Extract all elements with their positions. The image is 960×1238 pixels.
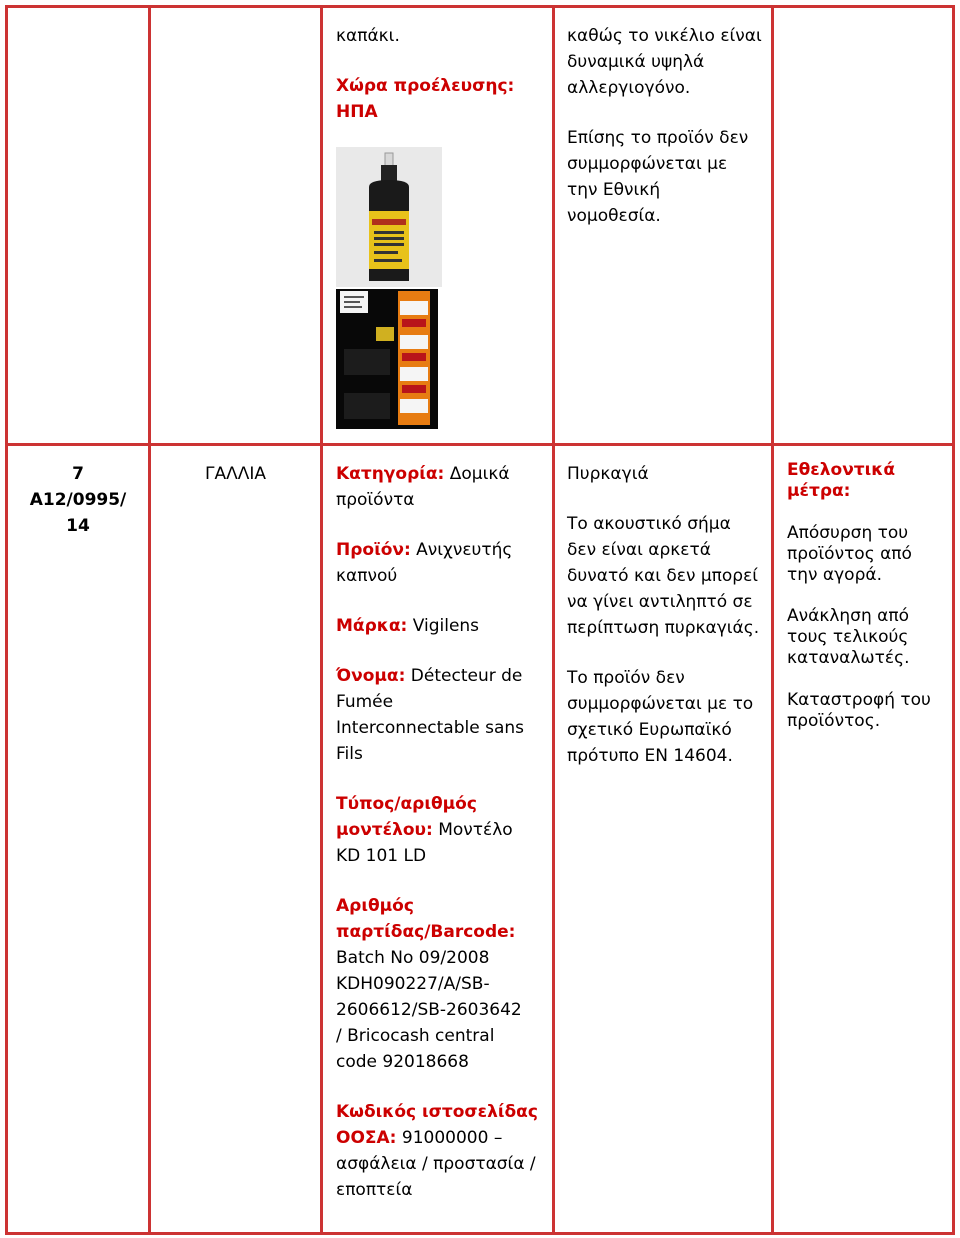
model-value: KD 101 LD [336, 846, 427, 866]
measure-line: Ανάκληση από [787, 606, 909, 626]
country: ΓΑΛΛΙΑ [204, 464, 266, 484]
measure-line: προϊόντος από [787, 544, 912, 564]
table-border-v [5, 5, 8, 1235]
product-line [336, 537, 512, 563]
brand-line [336, 613, 479, 639]
table-border-h [5, 443, 955, 446]
pack-image [336, 289, 438, 429]
measure-line: τους τελικούς [787, 627, 909, 647]
measure-line: προϊόντος. [787, 711, 881, 731]
risk-text-line: νομοθεσία. [567, 206, 661, 226]
reference-code: A12/0995/ [29, 490, 127, 510]
risk-type: Πυρκαγιά [567, 464, 649, 484]
table-border-v [148, 5, 151, 1235]
oecd-value: ασφάλεια / προστασία / [336, 1154, 536, 1174]
category-label: Κατηγορία: [336, 464, 445, 484]
table-border-v [952, 5, 955, 1235]
table-border-v [320, 5, 323, 1235]
measures-label: μέτρα: [787, 481, 851, 501]
batch-label: παρτίδας/Barcode: [336, 922, 516, 942]
product-value: καπνού [336, 566, 398, 586]
risk-desc-line: δεν είναι αρκετά [567, 540, 711, 560]
name-line [336, 663, 522, 689]
risk-standard-line: Το προϊόν δεν [567, 668, 685, 688]
origin-value: ΗΠΑ [336, 102, 378, 122]
category-line [336, 461, 510, 487]
risk-desc-line: να γίνει αντιληπτό σε [567, 592, 753, 612]
risk-desc-line: περίπτωση πυρκαγιάς. [567, 618, 760, 638]
batch-value: Batch No 09/2008 [336, 948, 490, 968]
product-photo-bottle [336, 147, 442, 287]
oecd-line [336, 1125, 502, 1151]
name-value: Fils [336, 744, 363, 764]
table-border-h [5, 5, 955, 8]
table-border-h [5, 1232, 955, 1235]
model-label: μοντέλου: [336, 820, 433, 840]
measures-label: Εθελοντικά [787, 460, 896, 480]
risk-text-line: Επίσης το προϊόν δεν [567, 128, 749, 148]
name-label: Όνομα: [336, 666, 406, 686]
oecd-label: ΟΟΣΑ: [336, 1128, 397, 1148]
risk-text-line: αλλεργιογόνο. [567, 78, 691, 98]
name-value: Détecteur de [410, 666, 523, 686]
origin-label: Χώρα προέλευσης: [336, 76, 515, 96]
table-border-v [552, 5, 555, 1235]
row-number: 7 [72, 464, 84, 484]
product-label: Προϊόν: [336, 540, 411, 560]
name-value: Interconnectable sans [336, 718, 524, 738]
risk-standard-line: σχετικό Ευρωπαϊκό [567, 720, 732, 740]
brand-value: Vigilens [412, 616, 480, 636]
category-value: Δομικά [449, 464, 510, 484]
model-line [336, 817, 513, 843]
risk-standard-line: συμμορφώνεται με το [567, 694, 754, 714]
category-value: προϊόντα [336, 490, 415, 510]
oecd-label: Κωδικός ιστοσελίδας [336, 1102, 538, 1122]
model-label: Τύπος/αριθμός [336, 794, 477, 814]
risk-text-line: δυναμικά υψηλά [567, 52, 705, 72]
oecd-value: 91000000 – [401, 1128, 503, 1148]
batch-value: / Bricocash central [336, 1026, 495, 1046]
risk-desc-line: Το ακουστικό σήμα [567, 514, 731, 534]
measure-line: Καταστροφή του [787, 690, 931, 710]
batch-value: KDH090227/A/SB- [336, 974, 490, 994]
batch-value: 2606612/SB-2603642 [336, 1000, 522, 1020]
measure-line: καταναλωτές. [787, 648, 910, 668]
product-text-end: καπάκι. [336, 26, 400, 46]
brand-label: Μάρκα: [336, 616, 408, 636]
reference-code: 14 [66, 516, 90, 536]
bottle-image [336, 147, 442, 287]
batch-label: Αριθμός [336, 896, 414, 916]
table-border-v [771, 5, 774, 1235]
product-value: Ανιχνευτής [416, 540, 513, 560]
measure-line: Απόσυρση του [787, 523, 909, 543]
product-photo-pack [336, 289, 438, 429]
batch-value: code 92018668 [336, 1052, 469, 1072]
risk-text-line: συμμορφώνεται με [567, 154, 728, 174]
risk-text-line: καθώς το νικέλιο είναι [567, 26, 762, 46]
oecd-value: εποπτεία [336, 1180, 413, 1200]
measure-line: την αγορά. [787, 565, 882, 585]
risk-standard-line: πρότυπο EN 14604. [567, 746, 733, 766]
model-value: Μοντέλο [438, 820, 513, 840]
risk-desc-line: δυνατό και δεν μπορεί [567, 566, 759, 586]
name-value: Fumée [336, 692, 394, 712]
risk-text-line: την Εθνική [567, 180, 661, 200]
